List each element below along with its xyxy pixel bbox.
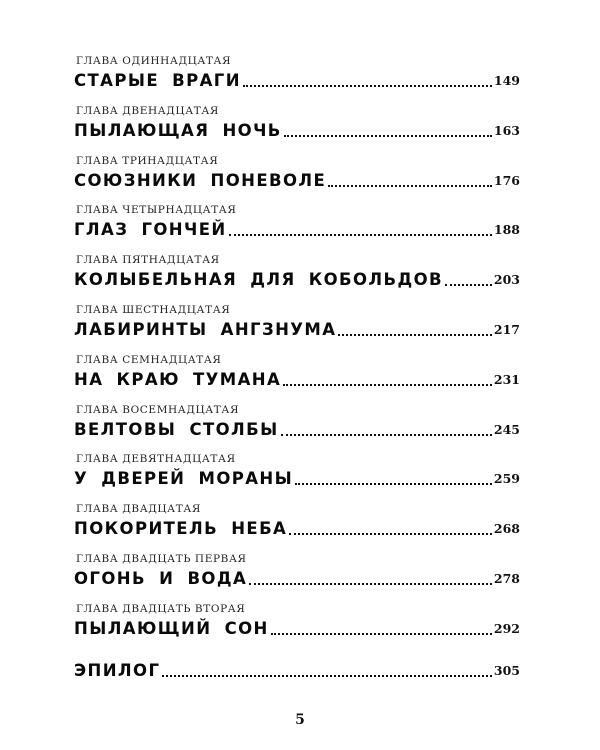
dot-leader bbox=[338, 334, 492, 336]
chapter-page-number: 292 bbox=[493, 620, 520, 636]
toc-line bbox=[74, 617, 520, 639]
chapter-page-number: 268 bbox=[493, 521, 520, 537]
chapter-page-number: 176 bbox=[493, 172, 520, 188]
dot-leader bbox=[249, 583, 492, 585]
toc-line bbox=[74, 169, 520, 191]
chapter-label: ГЛАВА ШЕСТНАДЦАТАЯ bbox=[76, 303, 231, 316]
toc-entry-chapter-13[interactable] bbox=[74, 155, 520, 205]
toc-line bbox=[74, 268, 520, 290]
chapter-title: У ДВЕРЕЙ МОРАНЫ bbox=[74, 469, 294, 489]
chapter-label: ГЛАВА ДВАДЦАТАЯ bbox=[76, 503, 201, 516]
chapter-title: ОГОНЬ И ВОДА bbox=[74, 568, 248, 588]
toc-line bbox=[74, 517, 520, 539]
chapter-page-number: 203 bbox=[493, 272, 520, 288]
epilog-page-number: 305 bbox=[493, 662, 520, 678]
dot-leader bbox=[289, 533, 492, 535]
table-of-contents bbox=[74, 55, 520, 693]
chapter-page-number: 231 bbox=[493, 371, 520, 387]
dot-leader bbox=[271, 633, 492, 635]
dot-leader bbox=[281, 434, 492, 436]
chapter-label: ГЛАВА ДЕВЯТНАДЦАТАЯ bbox=[76, 453, 236, 466]
toc-line bbox=[74, 368, 520, 390]
toc-line bbox=[74, 467, 520, 489]
toc-entry-chapter-14[interactable] bbox=[74, 204, 520, 254]
chapter-page-number: 245 bbox=[493, 421, 520, 437]
toc-line bbox=[74, 567, 520, 589]
chapter-page-number: 278 bbox=[493, 570, 520, 586]
page-number: 5 bbox=[295, 712, 305, 728]
epilog-title: ЭПИЛОГ bbox=[74, 660, 161, 680]
dot-leader bbox=[445, 284, 492, 286]
toc-line bbox=[74, 218, 520, 240]
chapter-title: ВЕЛТОВЫ СТОЛБЫ bbox=[74, 419, 279, 439]
toc-line bbox=[74, 69, 520, 91]
dot-leader bbox=[162, 675, 492, 677]
toc-entry-chapter-21[interactable] bbox=[74, 553, 520, 603]
dot-leader bbox=[328, 185, 492, 187]
dot-leader bbox=[284, 135, 492, 137]
chapter-page-number: 217 bbox=[493, 321, 520, 337]
toc-entry-chapter-15[interactable] bbox=[74, 254, 520, 304]
toc-entry-chapter-11[interactable] bbox=[74, 55, 520, 105]
toc-entry-chapter-17[interactable] bbox=[74, 354, 520, 404]
chapter-label: ГЛАВА ЧЕТЫРНАДЦАТАЯ bbox=[76, 204, 237, 217]
chapter-label: ГЛАВА ДВАДЦАТЬ ВТОРАЯ bbox=[76, 602, 246, 615]
chapter-page-number: 259 bbox=[493, 471, 520, 487]
chapter-title: ПЫЛАЮЩАЯ НОЧЬ bbox=[74, 120, 282, 140]
chapter-title: ГЛАЗ ГОНЧЕЙ bbox=[74, 220, 227, 240]
toc-entry-chapter-22[interactable] bbox=[74, 603, 520, 653]
toc-line bbox=[74, 659, 520, 681]
chapter-title: ЛАБИРИНТЫ АНГЗНУМА bbox=[74, 319, 337, 339]
chapter-title: СТАРЫЕ ВРАГИ bbox=[74, 71, 241, 90]
toc-entry-chapter-20[interactable] bbox=[74, 503, 520, 553]
dot-leader bbox=[283, 384, 492, 386]
chapter-title: КОЛЫБЕЛЬНАЯ ДЛЯ КОБОЛЬДОВ bbox=[74, 270, 444, 290]
chapter-label: ГЛАВА ДВАДЦАТЬ ПЕРВАЯ bbox=[76, 552, 247, 565]
chapter-page-number: 149 bbox=[493, 73, 520, 88]
toc-line bbox=[74, 318, 520, 340]
chapter-page-number: 163 bbox=[493, 122, 520, 138]
chapter-title: НА КРАЮ ТУМАНА bbox=[74, 369, 282, 389]
toc-line bbox=[74, 119, 520, 141]
toc-entry-chapter-16[interactable] bbox=[74, 304, 520, 354]
toc-entry-chapter-19[interactable] bbox=[74, 453, 520, 503]
chapter-label: ГЛАВА СЕМНАДЦАТАЯ bbox=[76, 353, 222, 366]
dot-leader bbox=[295, 483, 492, 485]
chapter-title: ПЫЛАЮЩИЙ СОН bbox=[74, 618, 269, 638]
toc-line bbox=[74, 418, 520, 440]
toc-entry-chapter-12[interactable] bbox=[74, 105, 520, 155]
dot-leader bbox=[243, 85, 492, 87]
toc-entry-epilog[interactable] bbox=[74, 653, 520, 693]
toc-entry-chapter-18[interactable] bbox=[74, 404, 520, 454]
chapter-label: ГЛАВА ОДИННАДЦАТАЯ bbox=[76, 55, 232, 67]
chapter-label: ГЛАВА ТРИНАДЦАТАЯ bbox=[76, 154, 219, 167]
chapter-label: ГЛАВА ВОСЕМНАДЦАТАЯ bbox=[76, 403, 240, 416]
chapter-title: ПОКОРИТЕЛЬ НЕБА bbox=[74, 519, 288, 539]
dot-leader bbox=[229, 234, 492, 236]
chapter-label: ГЛАВА ДВЕНАДЦАТАЯ bbox=[76, 104, 219, 117]
chapter-label: ГЛАВА ПЯТНАДЦАТАЯ bbox=[76, 254, 220, 267]
chapter-title: СОЮЗНИКИ ПОНЕВОЛЕ bbox=[74, 170, 327, 190]
chapter-page-number: 188 bbox=[493, 222, 520, 238]
